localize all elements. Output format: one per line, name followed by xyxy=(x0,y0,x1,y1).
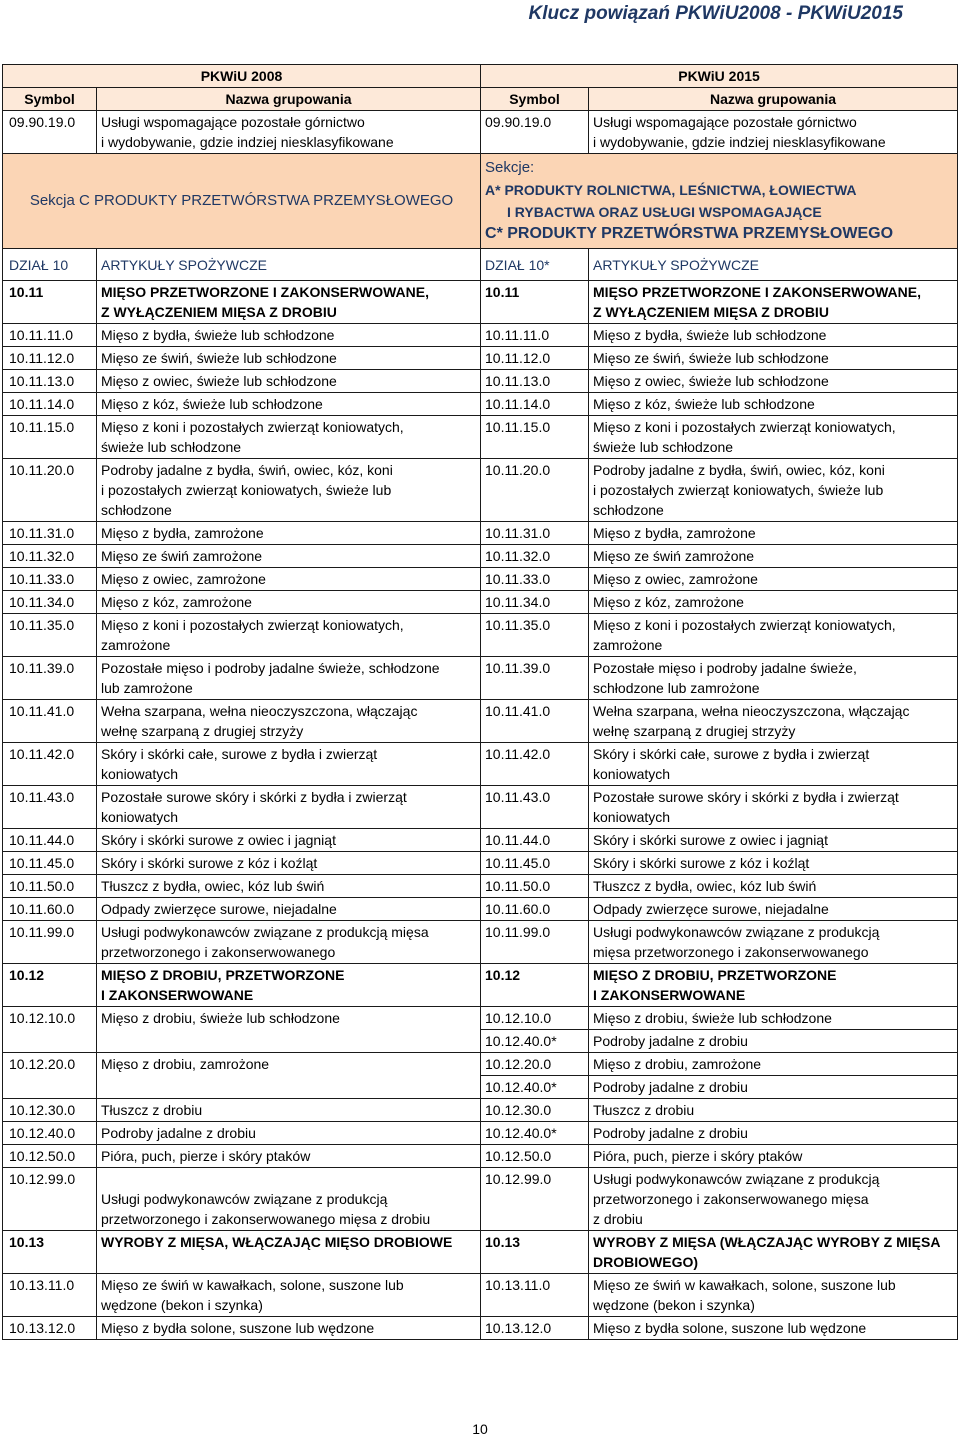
table-row xyxy=(3,568,958,591)
old-name-cell: Skóry i skórki surowe z kóz i koźląt xyxy=(97,852,481,875)
new-symbol-header: Symbol xyxy=(481,88,589,111)
page-number: 10 xyxy=(472,1421,488,1437)
old-name-cell: Mięso z drobiu, zamrożone xyxy=(97,1053,481,1099)
table-row xyxy=(3,1274,958,1317)
old-division-name: ARTYKUŁY SPOŻYWCZE xyxy=(97,249,481,281)
document-title: Klucz powiązań PKWiU2008 - PKWiU2015 xyxy=(528,3,903,24)
section-new-cell xyxy=(481,154,958,249)
new-name-cell: Podroby jadalne z drobiu xyxy=(589,1122,958,1145)
old-symbol-cell: 10.11.14.0 xyxy=(3,393,97,416)
old-symbol-cell: 10.12.99.0 xyxy=(3,1168,97,1231)
new-symbol-cell: 10.11.99.0 xyxy=(481,921,589,964)
old-name-cell: Mięso z koni i pozostałych zwierząt koniowatych, zamrożone xyxy=(97,614,481,657)
new-name-cell: Mięso z koni i pozostałych zwierząt koniowatych, zamrożone xyxy=(589,614,958,657)
new-name-cell: Usługi podwykonawców związane z produkcją przetworzonego i zakonserwowanego mięsa z drobiu xyxy=(589,1168,958,1231)
new-name-cell: Mięso z bydła, świeże lub schłodzone xyxy=(589,324,958,347)
new-name-cell: Skóry i skórki surowe z kóz i koźląt xyxy=(589,852,958,875)
new-symbol-cell: 10.11.41.0 xyxy=(481,700,589,743)
new-symbol-cell: 10.12.20.0 xyxy=(481,1053,589,1076)
old-symbol-header: Symbol xyxy=(3,88,97,111)
new-symbol-cell: 10.12 xyxy=(481,964,589,1007)
new-name-cell: Mięso z bydła solone, suszone lub wędzone xyxy=(589,1317,958,1340)
old-symbol-cell: 10.12.30.0 xyxy=(3,1099,97,1122)
old-name-cell: Pozostałe surowe skóry i skórki z bydła i zwierząt koniowatych xyxy=(97,786,481,829)
table-row xyxy=(3,347,958,370)
table-row xyxy=(3,1053,958,1076)
new-symbol-cell: 10.11.43.0 xyxy=(481,786,589,829)
new-symbol-cell: 10.11.14.0 xyxy=(481,393,589,416)
old-symbol-cell: 10.13 xyxy=(3,1231,97,1274)
new-name-cell: Mięso z owiec, zamrożone xyxy=(589,568,958,591)
old-name-cell: Mięso z drobiu, świeże lub schłodzone xyxy=(97,1007,481,1053)
new-name-cell: Tłuszcz z drobiu xyxy=(589,1099,958,1122)
old-symbol-cell: 10.11.43.0 xyxy=(3,786,97,829)
new-symbol-cell: 10.12.10.0 xyxy=(481,1007,589,1030)
old-symbol-cell: 10.11.12.0 xyxy=(3,347,97,370)
new-name-cell: Podroby jadalne z drobiu xyxy=(589,1030,958,1053)
table-row xyxy=(3,1099,958,1122)
new-name-cell: Odpady zwierzęce surowe, niejadalne xyxy=(589,898,958,921)
column-header-row xyxy=(3,88,958,111)
old-symbol-cell: 10.12.40.0 xyxy=(3,1122,97,1145)
new-symbol-cell: 10.12.99.0 xyxy=(481,1168,589,1231)
new-name-cell: Pióra, puch, pierze i skóry ptaków xyxy=(589,1145,958,1168)
new-symbol-cell: 10.11.20.0 xyxy=(481,459,589,522)
new-name-cell: Mięso z kóz, zamrożone xyxy=(589,591,958,614)
old-name-cell: Pozostałe mięso i podroby jadalne świeże, schłodzone lub zamrożone xyxy=(97,657,481,700)
old-name-cell: Mięso ze świń, świeże lub schłodzone xyxy=(97,347,481,370)
old-symbol-cell: 10.11.99.0 xyxy=(3,921,97,964)
new-symbol-cell: 10.11.60.0 xyxy=(481,898,589,921)
table-row xyxy=(3,1231,958,1274)
old-symbol-cell: 09.90.19.0 xyxy=(3,111,97,154)
pkwiu-key-table xyxy=(2,64,958,1340)
new-symbol-cell: 09.90.19.0 xyxy=(481,111,589,154)
new-name-cell: Skóry i skórki całe, surowe z bydła i zwierząt koniowatych xyxy=(589,743,958,786)
old-name-cell: Mięso z bydła solone, suszone lub wędzone xyxy=(97,1317,481,1340)
new-symbol-cell: 10.12.30.0 xyxy=(481,1099,589,1122)
old-name-cell: Usługi podwykonawców związane z produkcją przetworzonego i zakonserwowanego mięsa z drobiu xyxy=(97,1168,481,1231)
old-symbol-cell: 10.11.60.0 xyxy=(3,898,97,921)
old-name-cell: Mięso z bydła, zamrożone xyxy=(97,522,481,545)
old-name-cell: Pióra, puch, pierze i skóry ptaków xyxy=(97,1145,481,1168)
new-name-cell: Mięso z owiec, świeże lub schłodzone xyxy=(589,370,958,393)
table-header xyxy=(3,65,958,281)
old-symbol-cell: 10.12.20.0 xyxy=(3,1053,97,1099)
new-symbol-cell: 10.11.13.0 xyxy=(481,370,589,393)
table-row xyxy=(3,875,958,898)
old-name-cell: Podroby jadalne z bydła, świń, owiec, kóz, koni i pozostałych zwierząt koniowatych, świeże lub schłodzone xyxy=(97,459,481,522)
new-symbol-cell: 10.11.42.0 xyxy=(481,743,589,786)
table-row xyxy=(3,324,958,347)
table-row xyxy=(3,1317,958,1340)
new-name-cell: Skóry i skórki surowe z owiec i jagniąt xyxy=(589,829,958,852)
new-symbol-cell: 10.12.50.0 xyxy=(481,1145,589,1168)
old-name-cell: Mięso z koni i pozostałych zwierząt koniowatych, świeże lub schłodzone xyxy=(97,416,481,459)
new-symbol-cell: 10.11.31.0 xyxy=(481,522,589,545)
old-symbol-cell: 10.11.44.0 xyxy=(3,829,97,852)
old-name-cell: Mięso ze świń w kawałkach, solone, suszone lub wędzone (bekon i szynka) xyxy=(97,1274,481,1317)
old-name-cell: Skóry i skórki całe, surowe z bydła i zwierząt koniowatych xyxy=(97,743,481,786)
old-name-cell: Mięso ze świń zamrożone xyxy=(97,545,481,568)
old-name-cell: Mięso z bydła, świeże lub schłodzone xyxy=(97,324,481,347)
section-old-cell: Sekcja C PRODUKTY PRZETWÓRSTWA PRZEMYSŁOWEGO xyxy=(3,154,481,249)
old-symbol-cell: 10.11.34.0 xyxy=(3,591,97,614)
table-row xyxy=(3,370,958,393)
old-name-cell: Podroby jadalne z drobiu xyxy=(97,1122,481,1145)
old-name-cell: MIĘSO Z DROBIU, PRZETWORZONE I ZAKONSERWOWANE xyxy=(97,964,481,1007)
old-name-cell: Mięso z owiec, zamrożone xyxy=(97,568,481,591)
table-row xyxy=(3,964,958,1007)
pkwiu-2008-header: PKWiU 2008 xyxy=(3,65,481,88)
new-name-cell: Mięso z drobiu, świeże lub schłodzone xyxy=(589,1007,958,1030)
section-new-line: A* PRODUKTY ROLNICTWA, LEŚNICTWA, ŁOWIECTWA xyxy=(485,182,857,198)
table-row xyxy=(3,591,958,614)
new-name-cell: Mięso ze świń w kawałkach, solone, suszone lub wędzone (bekon i szynka) xyxy=(589,1274,958,1317)
old-symbol-cell: 10.11.41.0 xyxy=(3,700,97,743)
table-row xyxy=(3,700,958,743)
new-name-cell: MIĘSO PRZETWORZONE I ZAKONSERWOWANE, Z WYŁĄCZENIEM MIĘSA Z DROBIU xyxy=(589,281,958,324)
old-symbol-cell: 10.11.45.0 xyxy=(3,852,97,875)
old-name-cell: Tłuszcz z bydła, owiec, kóz lub świń xyxy=(97,875,481,898)
old-name-cell: Mięso z owiec, świeże lub schłodzone xyxy=(97,370,481,393)
new-symbol-cell: 10.13.11.0 xyxy=(481,1274,589,1317)
new-symbol-cell: 10.11.12.0 xyxy=(481,347,589,370)
old-name-cell: Odpady zwierzęce surowe, niejadalne xyxy=(97,898,481,921)
new-division-name: ARTYKUŁY SPOŻYWCZE xyxy=(589,249,958,281)
new-name-cell: Mięso ze świń, świeże lub schłodzone xyxy=(589,347,958,370)
old-symbol-cell: 10.11.35.0 xyxy=(3,614,97,657)
pkwiu-2015-header: PKWiU 2015 xyxy=(481,65,958,88)
old-name-header: Nazwa grupowania xyxy=(97,88,481,111)
new-name-cell: Mięso z koni i pozostałych zwierząt koniowatych, świeże lub schłodzone xyxy=(589,416,958,459)
table-row xyxy=(3,786,958,829)
new-symbol-cell: 10.11.39.0 xyxy=(481,657,589,700)
intro-row xyxy=(3,111,958,154)
section-new-label: Sekcje: xyxy=(485,159,535,176)
old-symbol-cell: 10.12 xyxy=(3,964,97,1007)
table-row xyxy=(3,1145,958,1168)
old-symbol-cell: 10.11.50.0 xyxy=(3,875,97,898)
table-row xyxy=(3,281,958,324)
old-symbol-cell: 10.12.10.0 xyxy=(3,1007,97,1053)
old-symbol-cell: 10.11.33.0 xyxy=(3,568,97,591)
new-division-symbol: DZIAŁ 10* xyxy=(481,249,589,281)
new-symbol-cell: 10.11.15.0 xyxy=(481,416,589,459)
table-row xyxy=(3,614,958,657)
new-name-cell: Wełna szarpana, wełna nieoczyszczona, włączając wełnę szarpaną z drugiej strzyży xyxy=(589,700,958,743)
section-new-line: C* PRODUKTY PRZETWÓRSTWA PRZEMYSŁOWEGO xyxy=(485,225,894,242)
old-name-cell: Mięso z kóz, świeże lub schłodzone xyxy=(97,393,481,416)
old-symbol-cell: 10.11.39.0 xyxy=(3,657,97,700)
new-symbol-cell: 10.11.34.0 xyxy=(481,591,589,614)
new-symbol-cell: 10.11.35.0 xyxy=(481,614,589,657)
section-row xyxy=(3,154,958,249)
new-name-cell: Pozostałe mięso i podroby jadalne świeże, schłodzone lub zamrożone xyxy=(589,657,958,700)
table-row xyxy=(3,898,958,921)
new-name-cell: Mięso z drobiu, zamrożone xyxy=(589,1053,958,1076)
section-new-line: I RYBACTWA ORAZ USŁUGI WSPOMAGAJĄCE xyxy=(507,204,822,220)
old-name-cell: Wełna szarpana, wełna nieoczyszczona, włączając wełnę szarpaną z drugiej strzyży xyxy=(97,700,481,743)
new-name-cell: Mięso ze świń zamrożone xyxy=(589,545,958,568)
table-row xyxy=(3,545,958,568)
old-name-cell: Skóry i skórki surowe z owiec i jagniąt xyxy=(97,829,481,852)
table-row xyxy=(3,743,958,786)
old-symbol-cell: 10.11.11.0 xyxy=(3,324,97,347)
new-symbol-cell: 10.11.45.0 xyxy=(481,852,589,875)
old-symbol-cell: 10.11.15.0 xyxy=(3,416,97,459)
table-row xyxy=(3,522,958,545)
new-name-cell: Usługi wspomagające pozostałe górnictwo i wydobywanie, gdzie indziej niesklasyfikowane xyxy=(589,111,958,154)
old-name-cell: WYROBY Z MIĘSA, WŁĄCZAJĄC MIĘSO DROBIOWE xyxy=(97,1231,481,1274)
table-row xyxy=(3,921,958,964)
old-symbol-cell: 10.11.13.0 xyxy=(3,370,97,393)
old-name-cell: Mięso z kóz, zamrożone xyxy=(97,591,481,614)
old-name-cell: Tłuszcz z drobiu xyxy=(97,1099,481,1122)
old-symbol-cell: 10.11.20.0 xyxy=(3,459,97,522)
old-symbol-cell: 10.11.32.0 xyxy=(3,545,97,568)
new-symbol-cell: 10.11.32.0 xyxy=(481,545,589,568)
new-symbol-cell: 10.11.11.0 xyxy=(481,324,589,347)
table-row xyxy=(3,393,958,416)
table-row xyxy=(3,1122,958,1145)
new-symbol-cell: 10.13.12.0 xyxy=(481,1317,589,1340)
table-row xyxy=(3,829,958,852)
old-symbol-cell: 10.13.12.0 xyxy=(3,1317,97,1340)
table-row xyxy=(3,852,958,875)
old-division-symbol: DZIAŁ 10 xyxy=(3,249,97,281)
new-symbol-cell: 10.11.33.0 xyxy=(481,568,589,591)
table-row xyxy=(3,657,958,700)
old-symbol-cell: 10.11 xyxy=(3,281,97,324)
old-symbol-cell: 10.13.11.0 xyxy=(3,1274,97,1317)
new-symbol-cell: 10.12.40.0* xyxy=(481,1122,589,1145)
version-header-row xyxy=(3,65,958,88)
new-name-cell: MIĘSO Z DROBIU, PRZETWORZONE I ZAKONSERWOWANE xyxy=(589,964,958,1007)
table-row xyxy=(3,416,958,459)
new-name-cell: Podroby jadalne z bydła, świń, owiec, kóz, koni i pozostałych zwierząt koniowatych, świeże lub schłodzone xyxy=(589,459,958,522)
new-name-cell: Tłuszcz z bydła, owiec, kóz lub świń xyxy=(589,875,958,898)
new-name-cell: Pozostałe surowe skóry i skórki z bydła i zwierząt koniowatych xyxy=(589,786,958,829)
old-name-cell: Usługi wspomagające pozostałe górnictwo i wydobywanie, gdzie indziej niesklasyfikowane xyxy=(97,111,481,154)
old-symbol-cell: 10.12.50.0 xyxy=(3,1145,97,1168)
new-name-header: Nazwa grupowania xyxy=(589,88,958,111)
table-row xyxy=(3,1007,958,1030)
old-symbol-cell: 10.11.42.0 xyxy=(3,743,97,786)
new-name-cell: Mięso z kóz, świeże lub schłodzone xyxy=(589,393,958,416)
old-symbol-cell: 10.11.31.0 xyxy=(3,522,97,545)
new-symbol-cell: 10.12.40.0* xyxy=(481,1030,589,1053)
new-symbol-cell: 10.12.40.0* xyxy=(481,1076,589,1099)
mapping-rows xyxy=(3,281,958,1340)
new-symbol-cell: 10.13 xyxy=(481,1231,589,1274)
new-name-cell: Usługi podwykonawców związane z produkcją mięsa przetworzonego i zakonserwowanego xyxy=(589,921,958,964)
new-symbol-cell: 10.11.44.0 xyxy=(481,829,589,852)
new-name-cell: WYROBY Z MIĘSA (WŁĄCZAJĄC WYROBY Z MIĘSA DROBIOWEGO) xyxy=(589,1231,958,1274)
new-name-cell: Mięso z bydła, zamrożone xyxy=(589,522,958,545)
division-row xyxy=(3,249,958,281)
old-name-cell: MIĘSO PRZETWORZONE I ZAKONSERWOWANE, Z WYŁĄCZENIEM MIĘSA Z DROBIU xyxy=(97,281,481,324)
old-name-cell: Usługi podwykonawców związane z produkcją mięsa przetworzonego i zakonserwowanego xyxy=(97,921,481,964)
table-row xyxy=(3,1168,958,1231)
new-name-cell: Podroby jadalne z drobiu xyxy=(589,1076,958,1099)
new-symbol-cell: 10.11 xyxy=(481,281,589,324)
new-symbol-cell: 10.11.50.0 xyxy=(481,875,589,898)
table-row xyxy=(3,459,958,522)
